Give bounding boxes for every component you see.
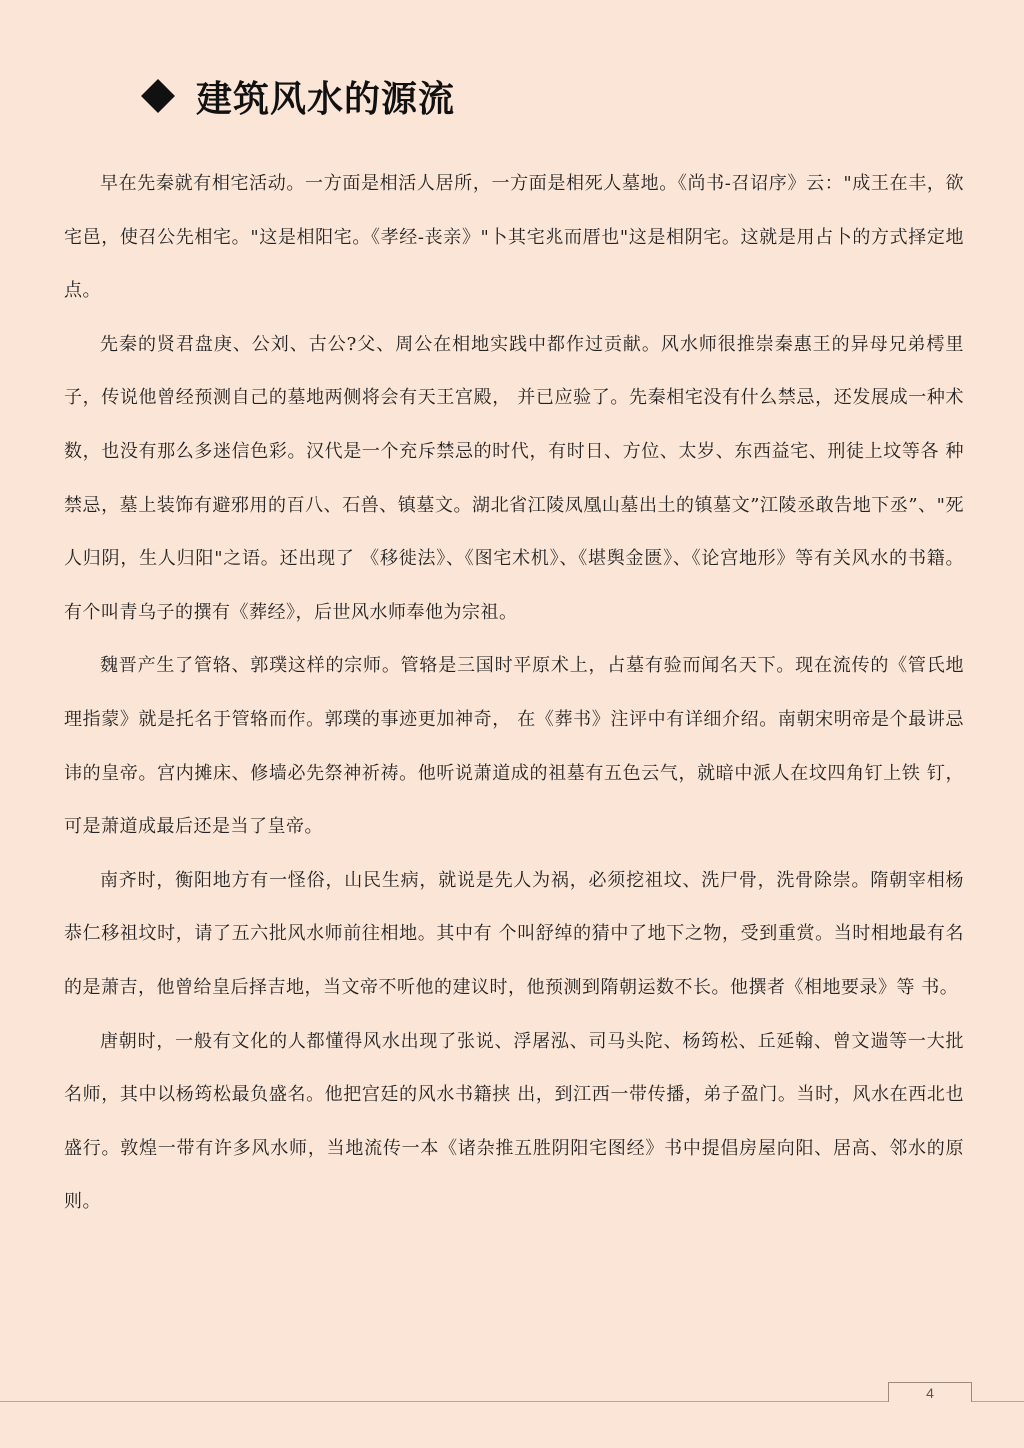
paragraph-2: 先秦的贤君盘庚、公刘、古公?父、周公在相地实践中都作过贡献。风水师很推崇秦惠王的异母兄弟樗里子，传说他曾经预测自己的墓地两侧将会有天王宫殿， 并已应验了。先秦相宅没有什么禁忌，还发展成一种术数，也没有那么多迷信色彩。汉代是一个充斥禁忌的时代，有时日、方位、太岁、东西益宅、刑徒上坟等各 种禁忌，墓上装饰有避邪用的百八、石兽、镇墓文。湖北省江陵凤凰山墓出土的镇墓文”江陵丞敢告地下丞”、"死人归阴，生人归阳"之语。还出现了 《移徙法》、《图宅术机》、《堪舆金匮》、《论宫地形》等有关风水的书籍。有个叫青乌子的撰有《葬经》，后世风水师奉他为宗祖。 xyxy=(64,333,964,623)
section-heading xyxy=(140,68,455,124)
page-number: 4 xyxy=(888,1382,972,1402)
footer-divider xyxy=(0,1401,1024,1402)
diamond-bullet-icon xyxy=(141,79,175,113)
paragraph-3: 魏晋产生了管辂、郭璞这样的宗师。管辂是三国时平原术上，占墓有验而闻名天下。现在流传的《管氏地理指蒙》就是托名于管辂而作。郭璞的事迹更加神奇， 在《葬书》注评中有详细介绍。南朝宋明帝是个最讲忌讳的皇帝。宫内摊床、修墙必先祭神祈祷。他听说萧道成的祖墓有五色云气，就暗中派人在坟四角钉上铁 钉，可是萧道成最后还是当了皇帝。 xyxy=(64,655,964,838)
paragraph-4: 南齐时，衡阳地方有一怪俗，山民生病，就说是先人为祸，必须挖祖坟、洗尸骨，洗骨除崇。隋朝宰相杨恭仁移祖坟时，请了五六批风水师前往相地。其中有 个叫舒绰的猜中了地下之物，受到重赏。当时相地最有名的是萧吉，他曾给皇后择吉地，当文帝不听他的建议时，他预测到隋朝运数不长。他撰者《相地要录》等 书。 xyxy=(64,869,964,998)
heading-title: 建筑风水的源流 xyxy=(196,78,456,120)
document-body xyxy=(64,157,964,1229)
paragraph-1: 早在先秦就有相宅活动。一方面是相活人居所，一方面是相死人墓地。《尚书-召诏序》云："成王在丰，欲宅邑，使召公先相宅。"这是相阳宅。《孝经-丧亲》"卜其宅兆而厝也"这是相阴宅。这就是用占卜的方式择定地点。 xyxy=(64,173,964,302)
paragraph-5: 唐朝时，一般有文化的人都懂得风水出现了张说、浮屠泓、司马头陀、杨筠松、丘延翰、曾文遄等一大批名师，其中以杨筠松最负盛名。他把宫廷的风水书籍挟 出，到江西一带传播，弟子盈门。当时，风水在西北也盛行。敦煌一带有许多风水师，当地流传一本《诸杂推五胜阴阳宅图经》书中提倡房屋向阳、居高、邻水的原 则。 xyxy=(64,1030,964,1213)
